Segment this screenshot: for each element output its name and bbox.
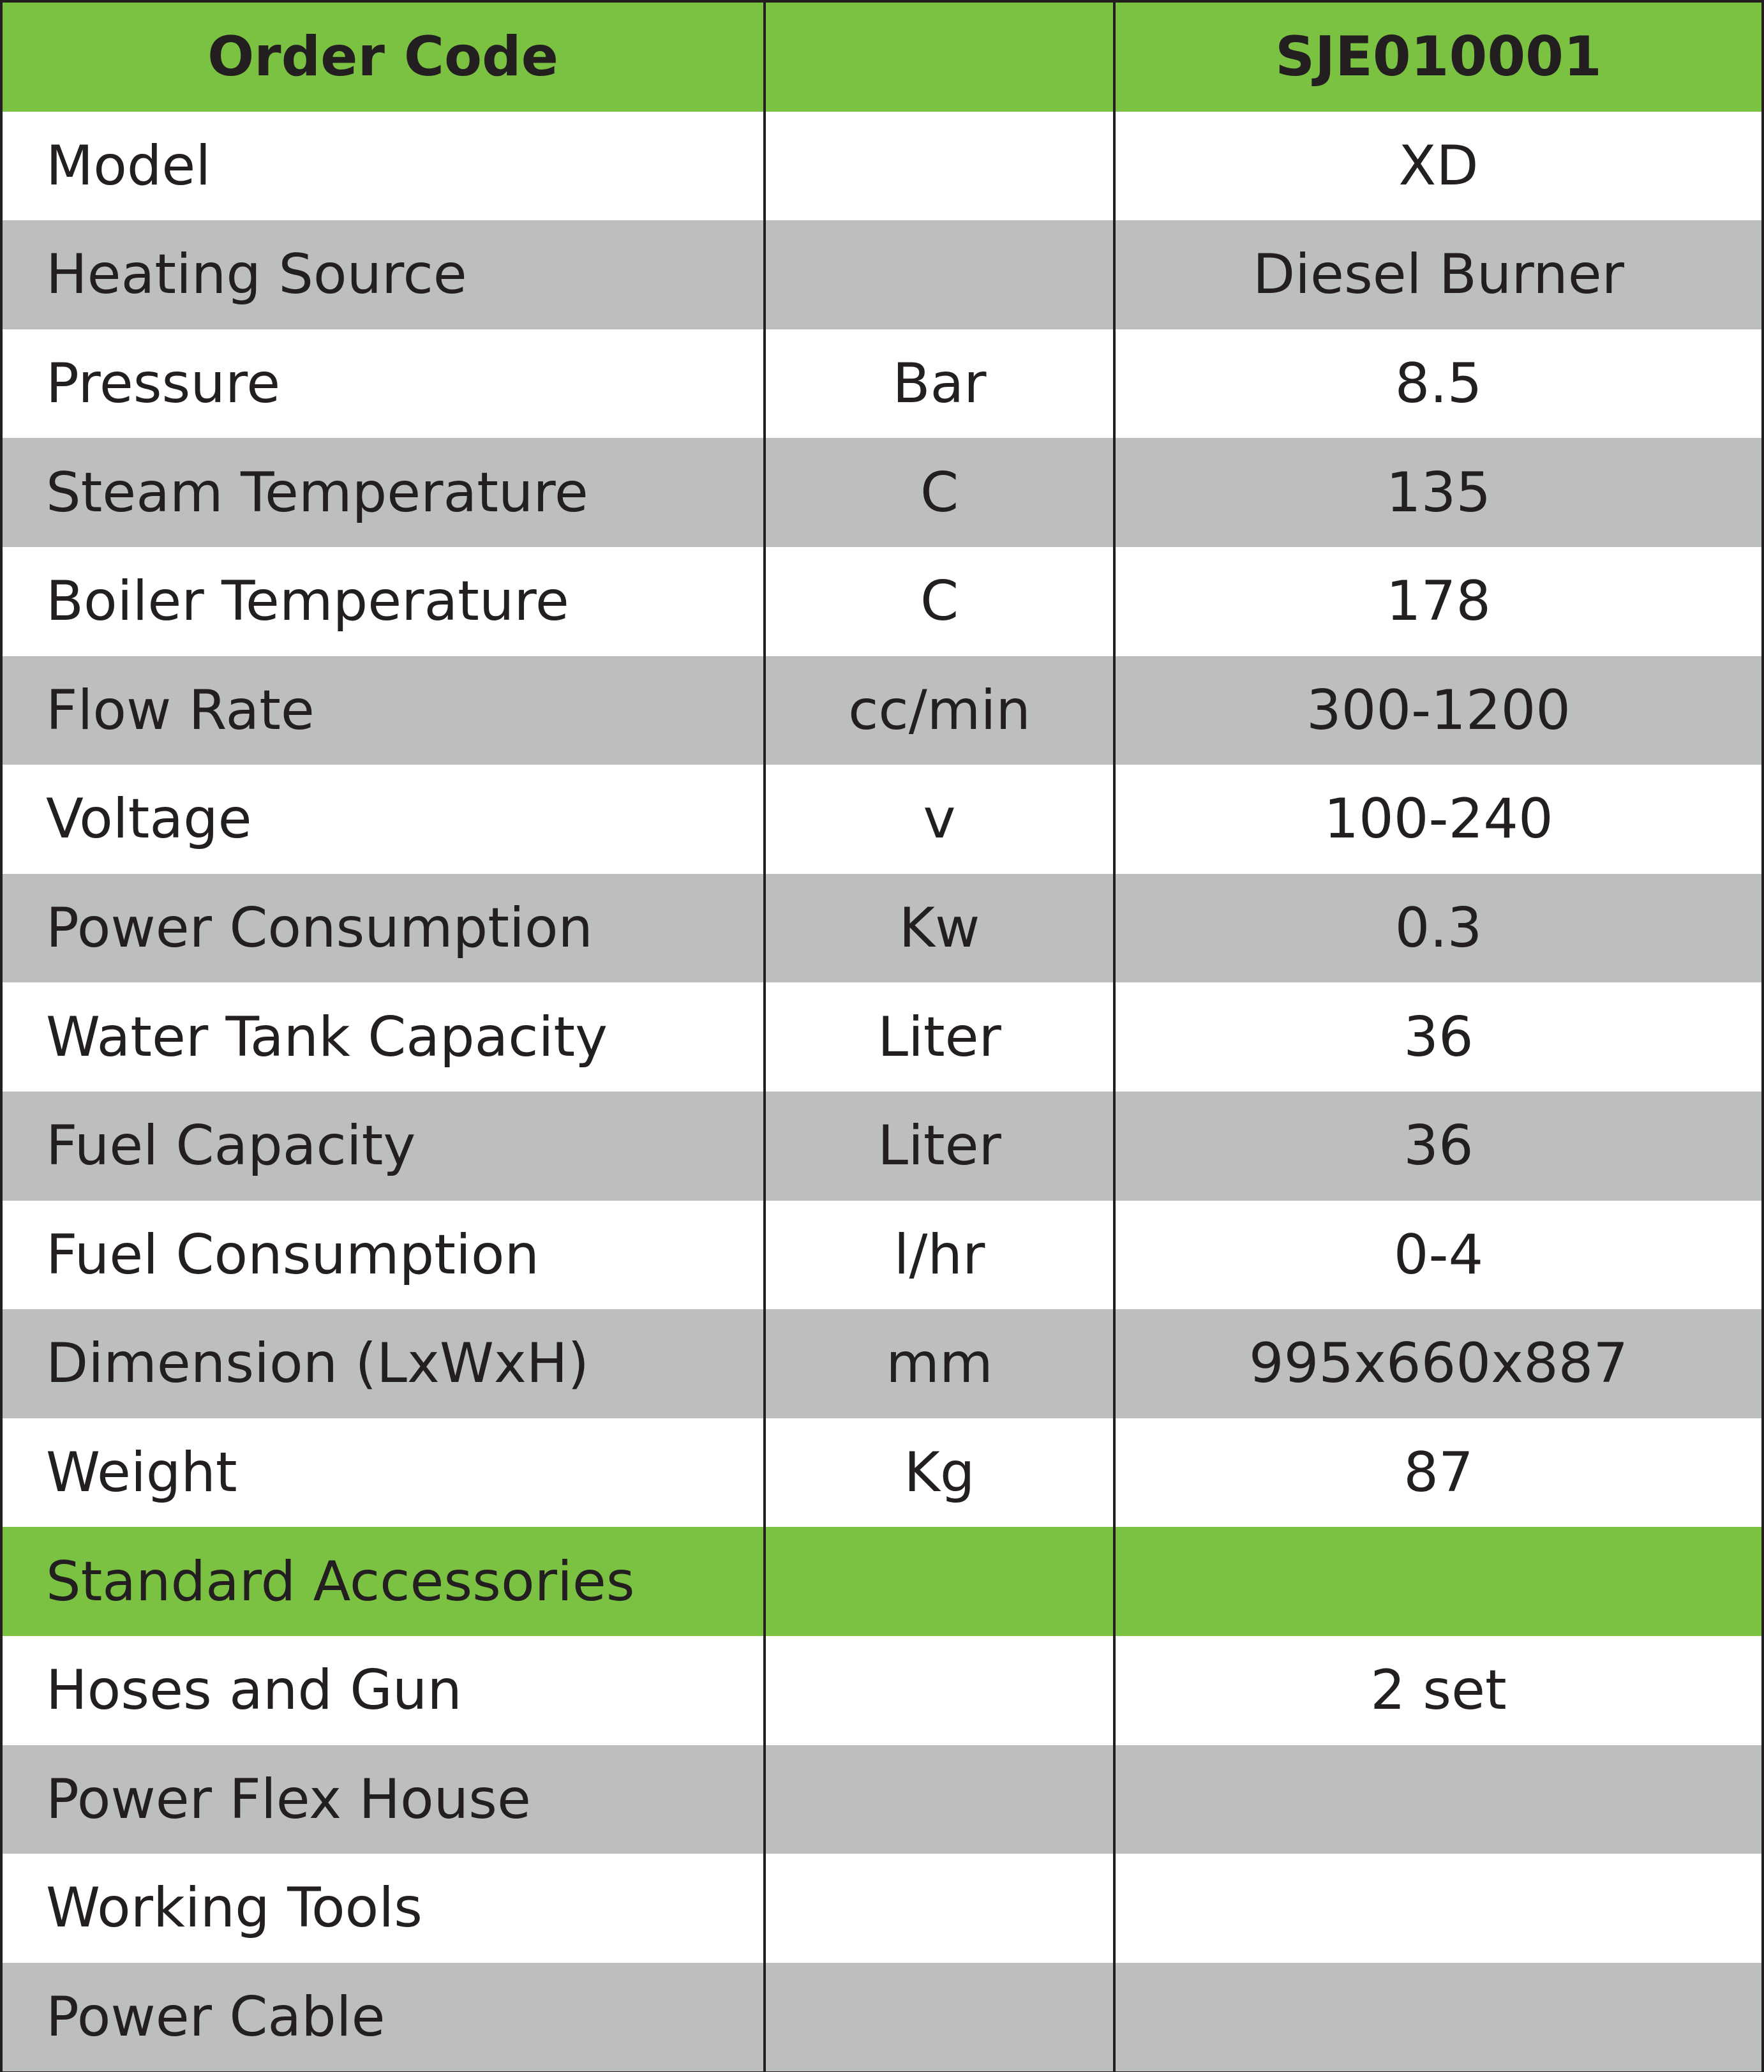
header-order-code: SJE010001 xyxy=(1113,3,1761,112)
spec-value: 8.5 xyxy=(1113,329,1761,439)
spec-label: Fuel Consumption xyxy=(46,1222,539,1287)
spec-unit: mm xyxy=(763,1309,1113,1418)
table-row xyxy=(3,1745,1761,1854)
accessory-label: Power Flex House xyxy=(46,1767,531,1831)
spec-unit xyxy=(763,220,1113,329)
spec-value: 995x660x887 xyxy=(1113,1309,1761,1418)
spec-label: Water Tank Capacity xyxy=(46,1005,608,1069)
accessory-value xyxy=(1113,1745,1761,1854)
spec-value: XD xyxy=(1113,112,1761,221)
spec-unit: v xyxy=(763,765,1113,874)
spec-label: Fuel Capacity xyxy=(46,1114,416,1178)
spec-value: 178 xyxy=(1113,547,1761,656)
table-row xyxy=(3,438,1761,547)
spec-unit: Bar xyxy=(763,329,1113,439)
spec-label: Power Consumption xyxy=(46,896,593,961)
table-row xyxy=(3,1963,1761,2072)
spec-unit: Liter xyxy=(763,982,1113,1092)
spec-value: 36 xyxy=(1113,1092,1761,1201)
section-label: Standard Accessories xyxy=(46,1549,635,1614)
spec-value: 100-240 xyxy=(1113,765,1761,874)
accessory-unit xyxy=(763,1636,1113,1745)
spec-label: Steam Temperature xyxy=(46,460,588,525)
spec-value: 0.3 xyxy=(1113,874,1761,983)
accessory-unit xyxy=(763,1963,1113,2072)
spec-label: Voltage xyxy=(46,787,252,852)
section-value xyxy=(1113,1527,1761,1636)
spec-unit xyxy=(763,112,1113,221)
spec-label: Dimension (LxWxH) xyxy=(46,1332,589,1396)
table-row xyxy=(3,1201,1761,1310)
spec-label: Model xyxy=(46,133,211,198)
table-row xyxy=(3,1418,1761,1528)
spec-unit: C xyxy=(763,547,1113,656)
spec-value: 0-4 xyxy=(1113,1201,1761,1310)
table-row xyxy=(3,1636,1761,1745)
spec-label: Boiler Temperature xyxy=(46,569,569,634)
table-row xyxy=(3,547,1761,656)
table-row xyxy=(3,982,1761,1092)
spec-label: Pressure xyxy=(46,352,281,416)
accessory-unit xyxy=(763,1745,1113,1854)
table-row xyxy=(3,220,1761,329)
table-row xyxy=(3,1854,1761,1963)
header-row xyxy=(3,3,1761,112)
table-row xyxy=(3,765,1761,874)
table-row xyxy=(3,656,1761,765)
table-row xyxy=(3,1309,1761,1418)
section-unit xyxy=(763,1527,1113,1636)
spec-value: 300-1200 xyxy=(1113,656,1761,765)
spec-unit: Liter xyxy=(763,1092,1113,1201)
accessory-value: 2 set xyxy=(1113,1636,1761,1745)
spec-unit: l/hr xyxy=(763,1201,1113,1310)
accessory-unit xyxy=(763,1854,1113,1963)
accessory-label: Working Tools xyxy=(46,1876,422,1941)
table-row xyxy=(3,874,1761,983)
spec-label: Flow Rate xyxy=(46,678,315,742)
table-row xyxy=(3,1092,1761,1201)
accessory-label: Hoses and Gun xyxy=(46,1658,462,1723)
spec-label: Heating Source xyxy=(46,243,467,307)
spec-label: Weight xyxy=(46,1441,237,1505)
accessories-section-row xyxy=(3,1527,1761,1636)
accessory-value xyxy=(1113,1963,1761,2072)
spec-value: Diesel Burner xyxy=(1113,220,1761,329)
spec-value: 87 xyxy=(1113,1418,1761,1528)
table-row xyxy=(3,329,1761,439)
spec-unit: Kw xyxy=(763,874,1113,983)
table-row xyxy=(3,112,1761,221)
spec-unit: cc/min xyxy=(763,656,1113,765)
accessory-label: Power Cable xyxy=(46,1985,385,2049)
spec-unit: Kg xyxy=(763,1418,1113,1528)
spec-value: 36 xyxy=(1113,982,1761,1092)
header-unit xyxy=(763,3,1113,112)
spec-unit: C xyxy=(763,438,1113,547)
spec-value: 135 xyxy=(1113,438,1761,547)
accessory-value xyxy=(1113,1854,1761,1963)
header-label: Order Code xyxy=(207,25,558,89)
